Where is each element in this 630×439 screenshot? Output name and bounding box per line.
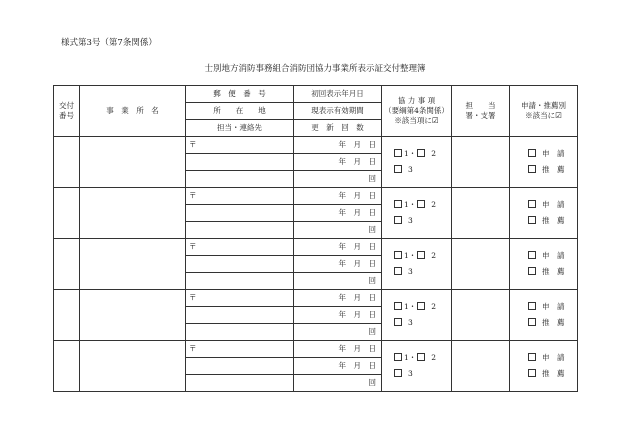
- header-section: [54, 86, 578, 137]
- cell-validity-date[interactable]: [294, 205, 382, 222]
- cooperation-item-3: [382, 216, 451, 226]
- label-item-3: 3: [408, 267, 413, 276]
- label-apply: 申 請: [542, 352, 565, 362]
- label-times: 回: [368, 326, 376, 336]
- label-year-month-day: 年 月 日: [338, 309, 376, 319]
- header-in-charge-sub: 署・支署: [465, 111, 496, 120]
- cooperation-item-3: [382, 369, 451, 379]
- cell-renewal-count[interactable]: [294, 273, 382, 290]
- cell-first-display-date[interactable]: [294, 341, 382, 358]
- checkbox-apply[interactable]: [528, 200, 536, 208]
- option-recommend: [510, 216, 577, 226]
- cell-first-display-date[interactable]: [294, 239, 382, 256]
- cell-in-charge-station[interactable]: [452, 290, 510, 341]
- cooperation-item-1-2: [382, 302, 451, 312]
- cooperation-item-1-2: [382, 149, 451, 159]
- label-times: 回: [368, 377, 376, 387]
- cell-first-display-date[interactable]: [294, 188, 382, 205]
- label-item-1: 1・: [404, 199, 417, 209]
- label-year-month-day: 年 月 日: [338, 156, 376, 166]
- cell-application-type: [510, 290, 578, 341]
- cell-postal-code[interactable]: [186, 188, 294, 205]
- label-item-2: 2: [431, 352, 437, 362]
- option-apply: [510, 302, 577, 312]
- postal-mark: 〒: [189, 139, 197, 149]
- checkbox-recommend[interactable]: [528, 318, 536, 326]
- form-number: 様式第3号（第7条関係）: [61, 38, 157, 48]
- header-postal-code: 郵 便 番 号: [186, 86, 294, 103]
- label-times: 回: [368, 275, 376, 285]
- checkbox-item-2[interactable]: [417, 353, 425, 361]
- option-apply: [510, 353, 577, 363]
- cell-in-charge-station[interactable]: [452, 188, 510, 239]
- checkbox-item-1[interactable]: [394, 251, 402, 259]
- label-apply: 申 請: [542, 301, 565, 311]
- label-year-month-day: 年 月 日: [338, 360, 376, 370]
- cell-postal-code[interactable]: [186, 290, 294, 307]
- cell-issue-no[interactable]: [54, 341, 80, 392]
- postal-mark: 〒: [189, 343, 197, 353]
- cell-first-display-date[interactable]: [294, 137, 382, 154]
- header-location: 所 在 地: [186, 103, 294, 120]
- label-item-1: 1・: [404, 352, 417, 362]
- header-validity: 現表示有効期間: [294, 103, 382, 120]
- label-times: 回: [368, 224, 376, 234]
- cell-office-name[interactable]: [80, 137, 186, 188]
- checkbox-item-3[interactable]: [394, 216, 402, 224]
- cell-office-name[interactable]: [80, 341, 186, 392]
- cooperation-item-3: [382, 165, 451, 175]
- header-contact: 担当・連絡先: [186, 120, 294, 137]
- label-year-month-day: 年 月 日: [338, 343, 376, 353]
- cell-location[interactable]: [186, 154, 294, 171]
- cell-in-charge-station[interactable]: [452, 239, 510, 290]
- label-recommend: 推 薦: [542, 267, 565, 276]
- label-recommend: 推 薦: [542, 216, 565, 225]
- checkbox-recommend[interactable]: [528, 165, 536, 173]
- label-year-month-day: 年 月 日: [338, 258, 376, 268]
- cell-in-charge-station[interactable]: [452, 341, 510, 392]
- cell-issue-no[interactable]: [54, 188, 80, 239]
- header-office-name: 事 業 所 名: [80, 86, 186, 137]
- checkbox-item-1[interactable]: [394, 149, 402, 157]
- cell-cooperation-items: [382, 341, 452, 392]
- postal-mark: 〒: [189, 241, 197, 251]
- cell-cooperation-items: [382, 239, 452, 290]
- cell-contact[interactable]: [186, 324, 294, 341]
- header-cooperation-mark: ※該当項に☑: [394, 116, 439, 126]
- cell-cooperation-items: [382, 188, 452, 239]
- cell-contact[interactable]: [186, 273, 294, 290]
- option-apply: [510, 251, 577, 261]
- label-item-2: 2: [431, 250, 437, 260]
- document-title: 士別地方消防事務組合消防団協力事業所表示証交付整理簿: [204, 64, 426, 74]
- cell-postal-code[interactable]: [186, 137, 294, 154]
- label-recommend: 推 薦: [542, 369, 565, 378]
- cell-renewal-count[interactable]: [294, 171, 382, 188]
- checkbox-apply[interactable]: [528, 149, 536, 157]
- label-year-month-day: 年 月 日: [338, 292, 376, 302]
- cell-cooperation-items: [382, 290, 452, 341]
- cell-office-name[interactable]: [80, 239, 186, 290]
- label-item-2: 2: [431, 148, 437, 158]
- checkbox-apply[interactable]: [528, 353, 536, 361]
- cell-location[interactable]: [186, 358, 294, 375]
- label-item-2: 2: [431, 301, 437, 311]
- label-apply: 申 請: [542, 199, 565, 209]
- cell-application-type: [510, 341, 578, 392]
- checkbox-item-2[interactable]: [417, 200, 425, 208]
- cell-office-name[interactable]: [80, 290, 186, 341]
- label-item-2: 2: [431, 199, 437, 209]
- label-apply: 申 請: [542, 250, 565, 260]
- cell-renewal-count[interactable]: [294, 324, 382, 341]
- cell-cooperation-items: [382, 137, 452, 188]
- label-year-month-day: 年 月 日: [338, 207, 376, 217]
- cell-postal-code[interactable]: [186, 341, 294, 358]
- cell-issue-no[interactable]: [54, 239, 80, 290]
- checkbox-item-1[interactable]: [394, 353, 402, 361]
- cell-validity-date[interactable]: [294, 307, 382, 324]
- checkbox-item-2[interactable]: [417, 251, 425, 259]
- checkbox-recommend[interactable]: [528, 369, 536, 377]
- option-apply: [510, 149, 577, 159]
- cell-validity-date[interactable]: [294, 358, 382, 375]
- header-cooperation: [382, 86, 452, 137]
- header-issue-no: 交付番号: [54, 86, 80, 137]
- label-recommend: 推 薦: [542, 318, 565, 327]
- cell-contact[interactable]: [186, 375, 294, 392]
- cooperation-item-3: [382, 267, 451, 277]
- option-apply: [510, 200, 577, 210]
- cell-location[interactable]: [186, 205, 294, 222]
- cell-issue-no[interactable]: [54, 137, 80, 188]
- label-item-1: 1・: [404, 301, 417, 311]
- label-times: 回: [368, 173, 376, 183]
- label-apply: 申 請: [542, 148, 565, 158]
- checkbox-item-3[interactable]: [394, 165, 402, 173]
- postal-mark: 〒: [189, 292, 197, 302]
- cell-application-type: [510, 188, 578, 239]
- cell-validity-date[interactable]: [294, 256, 382, 273]
- cell-location[interactable]: [186, 307, 294, 324]
- label-item-3: 3: [408, 369, 413, 378]
- label-item-1: 1・: [404, 148, 417, 158]
- checkbox-recommend[interactable]: [528, 267, 536, 275]
- header-app-title: 申請・推薦別: [521, 100, 566, 110]
- label-item-1: 1・: [404, 250, 417, 260]
- header-cooperation-note: （要綱第4条関係）: [384, 105, 449, 115]
- cell-validity-date[interactable]: [294, 154, 382, 171]
- option-recommend: [510, 318, 577, 328]
- register-table: [53, 85, 578, 392]
- header-app-mark: ※該当に☑: [525, 111, 562, 120]
- cell-in-charge-station[interactable]: [452, 137, 510, 188]
- header-in-charge-title: 担 当: [465, 100, 496, 110]
- cooperation-item-3: [382, 318, 451, 328]
- checkbox-item-2[interactable]: [417, 302, 425, 310]
- postal-mark: 〒: [189, 190, 197, 200]
- cell-first-display-date[interactable]: [294, 290, 382, 307]
- cell-location[interactable]: [186, 256, 294, 273]
- header-application: [510, 86, 578, 137]
- label-year-month-day: 年 月 日: [338, 190, 376, 200]
- label-year-month-day: 年 月 日: [338, 241, 376, 251]
- label-year-month-day: 年 月 日: [338, 139, 376, 149]
- checkbox-recommend[interactable]: [528, 216, 536, 224]
- cell-application-type: [510, 137, 578, 188]
- cooperation-item-1-2: [382, 353, 451, 363]
- checkbox-item-2[interactable]: [417, 149, 425, 157]
- cell-contact[interactable]: [186, 222, 294, 239]
- checkbox-item-3[interactable]: [394, 369, 402, 377]
- option-recommend: [510, 267, 577, 277]
- checkbox-item-1[interactable]: [394, 302, 402, 310]
- header-renewal-count: 更 新 回 数: [294, 120, 382, 137]
- option-recommend: [510, 165, 577, 175]
- checkbox-apply[interactable]: [528, 251, 536, 259]
- cooperation-item-1-2: [382, 200, 451, 210]
- header-first-display: 初回表示年月日: [294, 86, 382, 103]
- checkbox-apply[interactable]: [528, 302, 536, 310]
- cell-contact[interactable]: [186, 171, 294, 188]
- label-item-3: 3: [408, 318, 413, 327]
- entry-rows: [54, 137, 578, 392]
- cell-issue-no[interactable]: [54, 290, 80, 341]
- cell-renewal-count[interactable]: [294, 222, 382, 239]
- label-item-3: 3: [408, 216, 413, 225]
- cell-postal-code[interactable]: [186, 239, 294, 256]
- checkbox-item-3[interactable]: [394, 318, 402, 326]
- cooperation-item-1-2: [382, 251, 451, 261]
- header-in-charge: [452, 86, 510, 137]
- option-recommend: [510, 369, 577, 379]
- cell-office-name[interactable]: [80, 188, 186, 239]
- cell-renewal-count[interactable]: [294, 375, 382, 392]
- header-cooperation-title: 協 力 事 項: [397, 95, 436, 105]
- label-recommend: 推 薦: [542, 165, 565, 174]
- label-item-3: 3: [408, 165, 413, 174]
- checkbox-item-3[interactable]: [394, 267, 402, 275]
- checkbox-item-1[interactable]: [394, 200, 402, 208]
- cell-application-type: [510, 239, 578, 290]
